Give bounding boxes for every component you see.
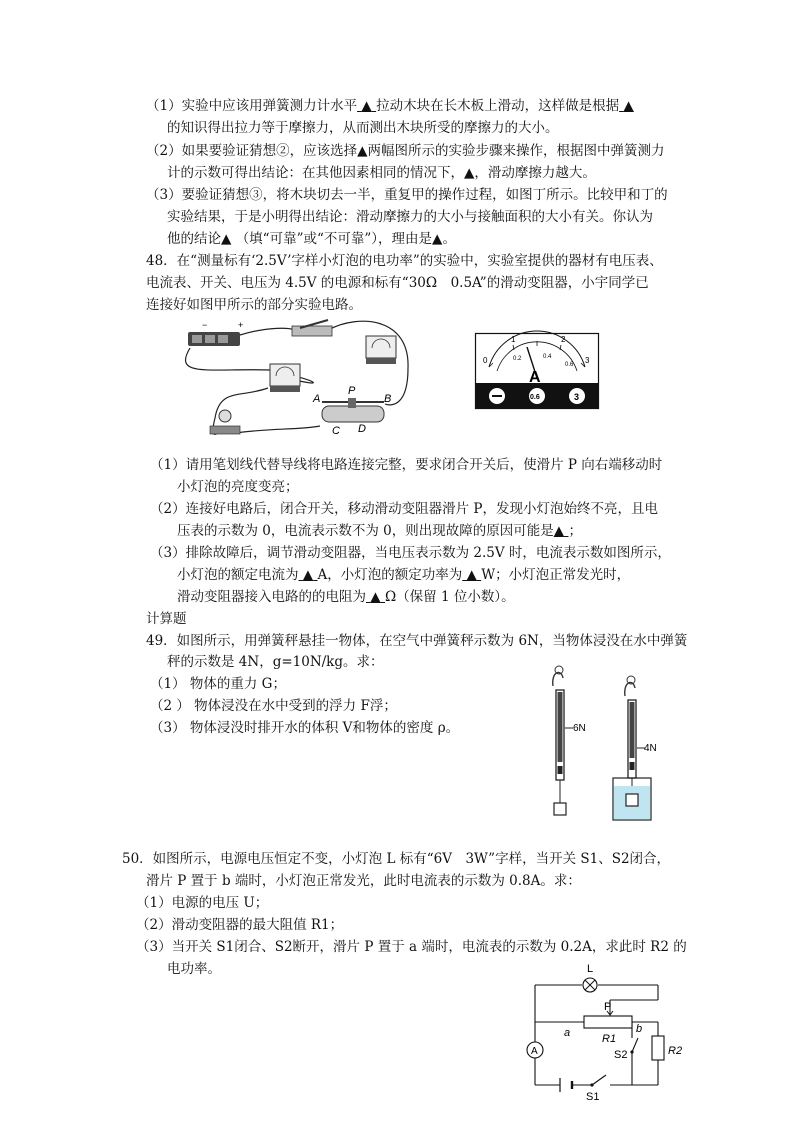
q47-line7: 他的结论▲ （填“可靠”或“不可靠”），理由是▲。 bbox=[167, 231, 456, 247]
q49-item3: （3） 物体浸没时排开水的体积 V和物体的密度 ρ。 bbox=[150, 720, 460, 736]
ammeter-icon bbox=[270, 364, 300, 392]
rheostat-label-b: B bbox=[384, 393, 392, 405]
q50-line1: 50．如图所示，电源电压恒定不变，小灯泡 L 标有“6V 3W”字样，当开关 S1、S2闭合， bbox=[122, 851, 671, 867]
rheostat-label-r1: R1 bbox=[602, 1033, 617, 1045]
terminal-label-a: a bbox=[564, 1027, 571, 1039]
dial-terminal-3: 3 bbox=[574, 392, 580, 402]
q48-sub3-line2: 小灯泡的额定电流为 ▲ A，小灯泡的额定功率为 ▲ W；小灯泡正常发光时， bbox=[177, 567, 631, 583]
circuit-diagram-figure bbox=[180, 318, 420, 448]
rheostat-label-a: A bbox=[313, 393, 321, 405]
dial-terminal-0-6: 0.6 bbox=[530, 394, 540, 401]
q50-item3-cont: 电功率。 bbox=[167, 961, 221, 977]
dial-tick-2: 2 bbox=[561, 335, 566, 344]
q48-sub1-line2: 小灯泡的亮度变亮； bbox=[177, 479, 299, 495]
q49-line1: 49．如图所示，用弹簧秤悬挂一物体，在空气中弹簧秤示数为 6N，当物体浸没在水中弹簧 bbox=[146, 633, 688, 649]
dial-tick-3: 3 bbox=[585, 356, 590, 365]
q49-item1: （1） 物体的重力 G； bbox=[150, 676, 286, 692]
spring-scale-figure bbox=[545, 658, 665, 828]
resistor-r2-symbol bbox=[652, 1036, 664, 1060]
spring-scale-in-air bbox=[553, 666, 586, 815]
q48-sub3-line3: 滑动变阻器接入电路的的电阻为 ▲ Ω（保留 1 位小数）。 bbox=[177, 589, 515, 605]
q50-item1: （1）电源的电压 U； bbox=[136, 895, 269, 911]
q49-item2: （2 ） 物体浸没在水中受到的浮力 F浮； bbox=[150, 698, 397, 714]
section-heading: 计算题 bbox=[146, 611, 187, 627]
switch-label-s1: S1 bbox=[586, 1091, 600, 1103]
q50-item2: （2）滑动变阻器的最大阻值 R1； bbox=[136, 917, 344, 933]
switch-s1-symbol bbox=[592, 1075, 606, 1085]
q48-line2: 电流表、开关、电压为 4.5V 的电源和标有“30Ω 0.5A”的滑动变阻器，小宇同学已 bbox=[146, 275, 649, 291]
q48-sub2-line2: 压表的示数为 0，电流表示数不为 0，则出现故障的原因可能是▲ ； bbox=[177, 523, 582, 539]
q47-line3: （2）如果要验证猜想②，应该选择▲两幅图所示的实验步骤来操作，根据图中弹簧测力 bbox=[146, 143, 665, 159]
rheostat-label-c: C bbox=[332, 425, 340, 437]
q48-line3: 连接好如图甲所示的部分实验电路。 bbox=[146, 297, 362, 313]
ammeter-dial-figure bbox=[475, 333, 599, 409]
battery-plus-label: + bbox=[238, 320, 244, 330]
q50-line2: 滑片 P 置于 b 端时，小灯泡正常发光，此时电流表的示数为 0.8A。求： bbox=[146, 873, 581, 889]
switch-label-s2: S2 bbox=[614, 1049, 628, 1061]
scale-reading-water: 4N bbox=[644, 743, 657, 754]
dial-tick-0-4: 0.4 bbox=[543, 354, 552, 360]
switch-s2-symbol bbox=[632, 1038, 638, 1052]
lamp-label: L bbox=[587, 963, 594, 975]
q50-circuit-figure bbox=[520, 960, 690, 1103]
rheostat-r1-symbol bbox=[584, 1016, 632, 1028]
rheostat-label-p: P bbox=[348, 385, 356, 397]
q48-sub2-line1: （2）连接好电路后，闭合开关，移动滑动变阻器滑片 P，发现小灯泡始终不亮，且电 bbox=[150, 501, 658, 517]
slider-label-p: P bbox=[604, 1001, 612, 1013]
q47-line2: 的知识得出拉力等于摩擦力，从而测出木块所受的摩擦力的大小。 bbox=[167, 120, 559, 136]
ammeter-label: A bbox=[531, 1046, 538, 1057]
q48-line1: 48．在“测量标有‘2.5V’字样小灯泡的电功率”的实验中，实验室提供的器材有电压表、 bbox=[146, 253, 663, 269]
terminal-label-b: b bbox=[636, 1023, 643, 1035]
q47-line4: 计的示数可得出结论：在其他因素相同的情况下，▲，滑动摩擦力越大。 bbox=[167, 165, 596, 181]
dial-tick-0-6: 0.6 bbox=[565, 362, 574, 368]
voltmeter-icon bbox=[366, 336, 396, 364]
spring-scale-in-water bbox=[613, 676, 657, 820]
resistor-label-r2: R2 bbox=[668, 1045, 683, 1057]
scale-reading-air: 6N bbox=[573, 723, 586, 734]
rheostat-icon bbox=[322, 398, 384, 422]
battery-minus-label: − bbox=[202, 320, 208, 330]
dial-tick-0-2: 0.2 bbox=[513, 356, 522, 362]
q48-sub1-line1: （1）请用笔划线代替导线将电路连接完整，要求闭合开关后，使滑片 P 向右端移动时 bbox=[150, 457, 663, 473]
q47-line6: 实验结果，于是小明得出结论：滑动摩擦力的大小与接触面积的大小有关。你认为 bbox=[167, 209, 653, 225]
hanging-object-air bbox=[554, 803, 566, 815]
battery-icon bbox=[188, 320, 243, 346]
q49-line2: 秤的示数是 4N，g=10N/kg。求： bbox=[167, 654, 384, 670]
dial-unit-label: A bbox=[529, 369, 541, 386]
rheostat-label-d: D bbox=[358, 423, 366, 435]
hanging-object-water bbox=[626, 794, 638, 806]
dial-tick-0: 0 bbox=[483, 356, 488, 365]
dial-tick-1: 1 bbox=[511, 335, 516, 344]
q48-sub3-line1: （3）排除故障后，调节滑动变阻器，当电压表示数为 2.5V 时，电流表示数如图所示， bbox=[150, 545, 671, 561]
q50-item3: （3）当开关 S1闭合、S2断开，滑片 P 置于 a 端时，电流表的示数为 0.2A，求此时 R2 的 bbox=[136, 939, 687, 955]
switch-icon bbox=[292, 320, 332, 336]
q47-line5: （3）要验证猜想③，将木块切去一半，重复甲的操作过程，如图丁所示。比较甲和丁的 bbox=[146, 187, 668, 203]
q47-line1: （1）实验中应该用弹簧测力计水平 ▲ 拉动木块在长木板上滑动，这样做是根据 ▲ bbox=[146, 98, 634, 114]
battery-symbol-icon bbox=[560, 1078, 572, 1092]
lamp-symbol-icon bbox=[583, 978, 597, 992]
